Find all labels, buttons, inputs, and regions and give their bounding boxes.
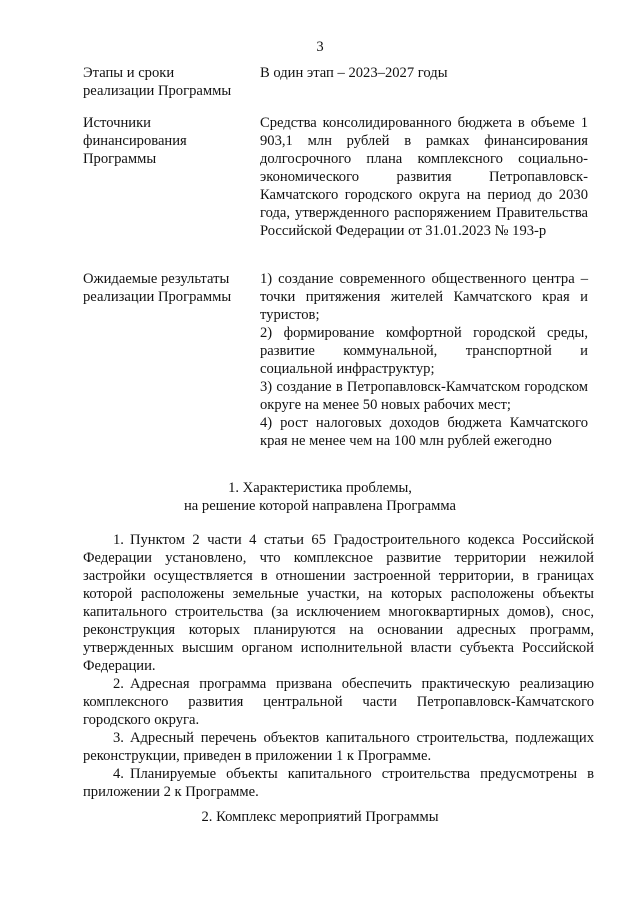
- passport-row-funding: [83, 114, 588, 254]
- results-value: [260, 270, 588, 450]
- section1-title-line1: 1. Характеристика проблемы,: [228, 480, 412, 496]
- passport-row-stages: [83, 64, 588, 104]
- paragraph-text: Адресный перечень объектов капитального строительства, подлежащих реконструкции, приведен в приложении 1 к Программе.: [83, 730, 594, 764]
- paragraph: [83, 531, 594, 675]
- stages-value: В один этап – 2023–2027 годы: [260, 65, 448, 81]
- section2-title: 2. Комплекс мероприятий Программы: [201, 809, 439, 825]
- funding-value: Средства консолидированного бюджета в объеме 1 903,1 млн рублей в рамках финансирования долгосрочного плана комплексного социально-экономического развития Петропавловск-Камчатского городского округа на период до 2030 года, утвержденного распоряжением Правительства Российской Федерации от 31.01.2023 № 193-р: [260, 115, 588, 239]
- result-item: 4) рост налоговых доходов бюджета Камчатского края не менее чем на 100 млн рублей ежегодно: [260, 415, 588, 449]
- result-item: 2) формирование комфортной городской среды, развитие коммунальной, транспортной и социальной инфраструктур;: [260, 325, 588, 377]
- paragraph-text: Планируемые объекты капитального строительства предусмотрены в приложении 2 к Программе.: [83, 766, 594, 800]
- stages-label-line: Этапы и сроки: [83, 65, 175, 81]
- paragraph: [83, 675, 594, 729]
- paragraph: [83, 765, 594, 801]
- section1-title-line2: на решение которой направлена Программа: [184, 498, 456, 514]
- paragraph: [83, 729, 594, 765]
- section1-title: [0, 479, 640, 515]
- paragraph-text: Адресная программа призвана обеспечить практическую реализацию комплексного развития центральной части Петропавловск-Камчатского городского округа.: [83, 676, 594, 728]
- funding-label: [83, 114, 255, 168]
- section1-body: [83, 531, 594, 801]
- stages-label-line: реализации Программы: [83, 83, 232, 99]
- result-item: 1) создание современного общественного центра – точки притяжения жителей Камчатского края и туристов;: [260, 271, 588, 323]
- results-label: [83, 270, 255, 306]
- funding-label-line: Источники: [83, 115, 151, 131]
- paragraph-text: Пунктом 2 части 4 статьи 65 Градостроительного кодекса Российской Федерации установлено, что комплексное развитие территории нежилой застройки осуществляется в отношении застроенной территории, в границах которой расположены земельные участки, на которых расположены объекты капитального строительства (за исключением многоквартирных домов), снос, реконструкция которых планируются на основании адресных программ, утвержденных высшим органом исполнительной власти субъекта Российской Федерации.: [83, 532, 594, 674]
- paragraph-number: 1.: [113, 532, 124, 548]
- results-label-line: Ожидаемые результаты: [83, 271, 230, 287]
- paragraph-number: 4.: [113, 766, 124, 782]
- funding-label-line: Программы: [83, 151, 157, 167]
- paragraph-number: 2.: [113, 676, 124, 692]
- stages-label: [83, 64, 255, 100]
- passport-row-results: [83, 270, 588, 460]
- paragraph-number: 3.: [113, 730, 124, 746]
- result-item: 3) создание в Петропавловск-Камчатском городском округе на менее 50 новых рабочих мест;: [260, 379, 588, 413]
- results-label-line: реализации Программы: [83, 289, 232, 305]
- funding-label-line: финансирования: [83, 133, 187, 149]
- page-number: 3: [316, 39, 324, 55]
